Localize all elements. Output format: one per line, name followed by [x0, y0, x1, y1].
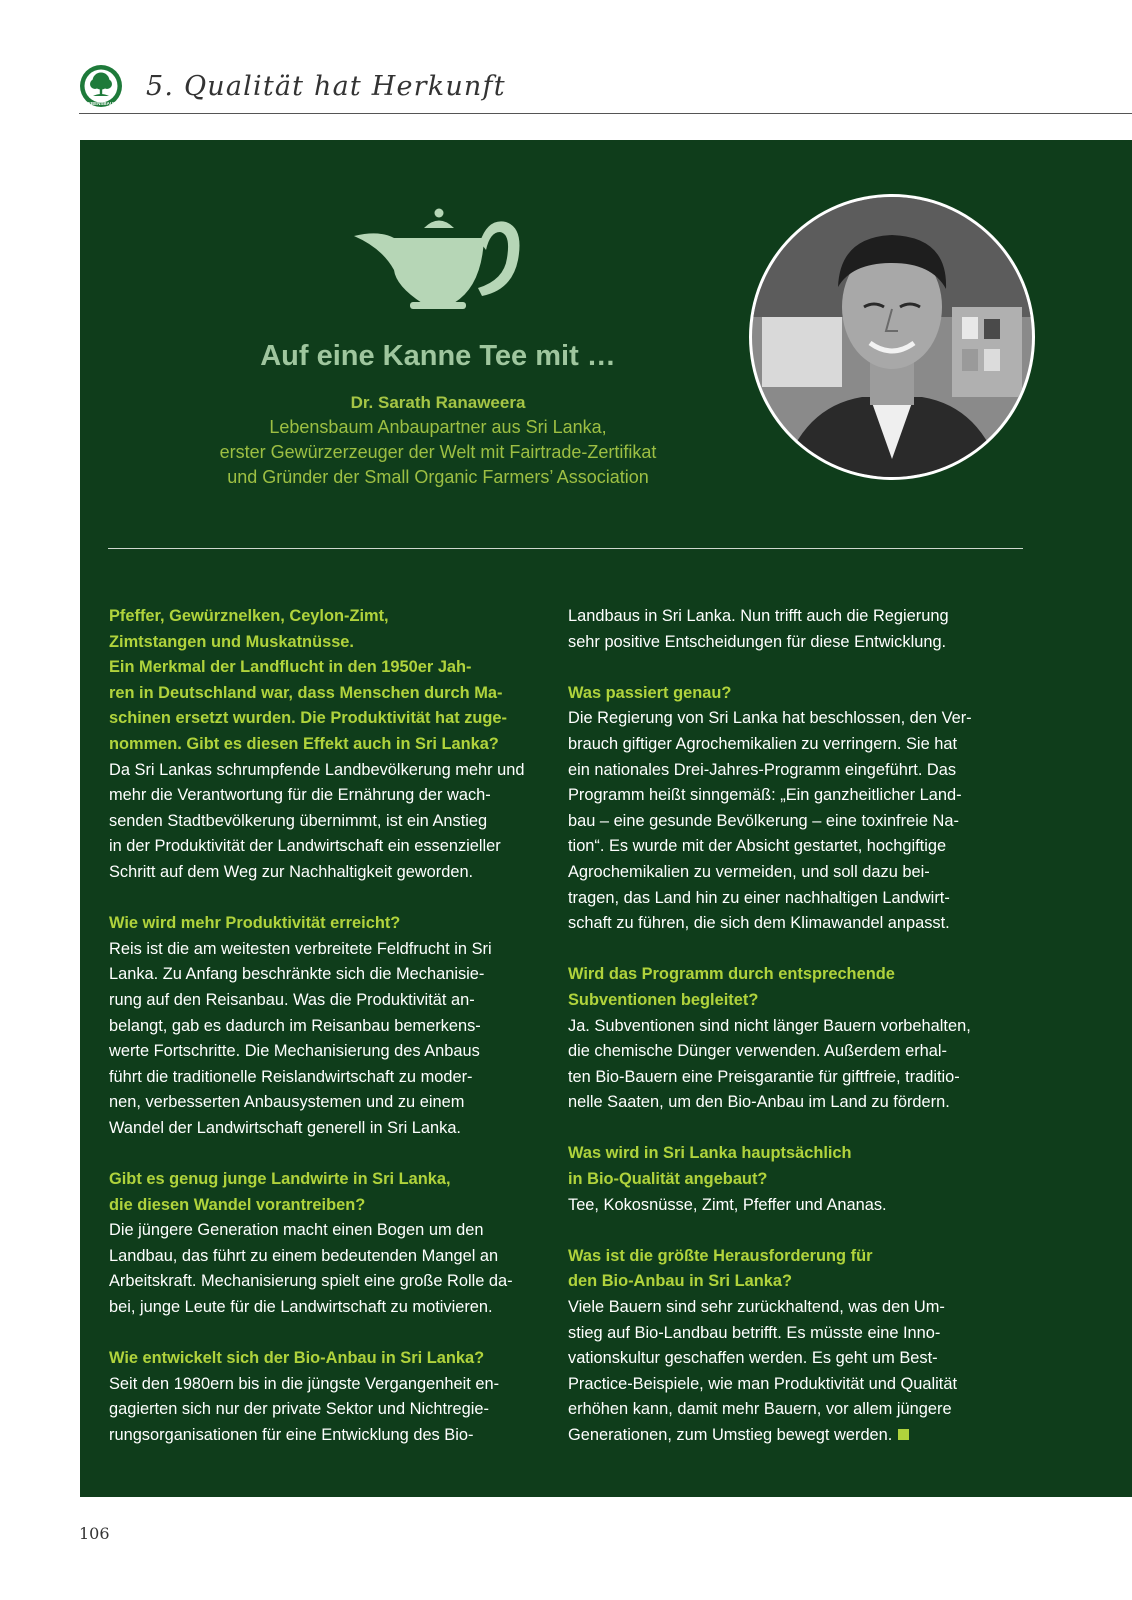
answer: Ja. Subventionen sind nicht länger Bauern vorbehalten, die chemische Dünger verwenden. Außerdem erhal- ten Bio-Bauern eine Preisgarantie für giftfreie, traditio- nelle Saaten, um den Bio-Anbau im Land zu fördern.	[568, 1016, 971, 1112]
question: Was passiert genau?	[568, 683, 732, 702]
intro-divider	[108, 548, 1023, 549]
end-square-icon	[898, 1429, 909, 1440]
page-header	[0, 0, 1132, 116]
portrait-photo	[749, 194, 1035, 480]
interview-panel	[80, 140, 1132, 1497]
interviewee-role-line: Lebensbaum Anbaupartner aus Sri Lanka,	[269, 417, 607, 437]
question: Wie entwickelt sich der Bio-Anbau in Sri Lanka?	[109, 1349, 485, 1368]
interviewee-info	[80, 390, 796, 490]
answer: Seit den 1980ern bis in die jüngste Vergangenheit en- gagierten sich nur der private Sektor und Nichtregie- rungsorganisationen für eine Entwicklung des Bio-	[109, 1374, 500, 1444]
answer: Die jüngere Generation macht einen Bogen um den Landbau, das führt zu einem bedeutenden Mangel an Arbeitskraft. Mechanisierung spielt eine große Rolle da- bei, junge Leute für die Landwirtschaft zu motivieren.	[109, 1221, 513, 1317]
question: Pfeffer, Gewürznelken, Ceylon-Zimt, Zimtstangen und Muskatnüsse. Ein Merkmal der Landflucht in den 1950er Jah- ren in Deutschland war, dass Menschen durch Ma- schinen ersetzt wurden. Die Produktivität hat zuge- nommen. Gibt es diesen Effekt auch in Sri Lanka?	[109, 607, 507, 753]
right-column	[568, 604, 984, 1449]
question: Wird das Programm durch entsprechende Subventionen begleitet?	[568, 965, 895, 1009]
interviewee-role-line: und Gründer der Small Organic Farmers’ Association	[227, 467, 649, 487]
logo-text: LEBENSBAUM	[85, 101, 117, 106]
answer: Reis ist die am weitesten verbreitete Feldfrucht in Sri Lanka. Zu Anfang beschränkte sich die Mechanisie- rung auf den Reisanbau. Was die Produktivität an- belangt, gab es dadurch im Reisanbau bemerkens- werte Fortschritte. Die Mechanisierung des Anbaus führt die traditionelle Reislandwirtschaft zu moder- nen, verbesserten Anbausystemen und zu einem Wandel der Landwirtschaft generell in Sri Lanka.	[109, 939, 492, 1137]
interviewee-name: Dr. Sarath Ranaweera	[350, 393, 526, 412]
answer: Die Regierung von Sri Lanka hat beschlossen, den Ver- brauch giftiger Agrochemikalien zu verringern. Sie hat ein nationales Drei-Jahres-Programm eingeführt. Das Programm heißt sinngemäß: „Ein ganzheitlicher Land- bau – eine gesunde Bevölkerung – eine toxinfreie Na- tion“. Es wurde mit der Absicht gestartet, hochgiftige Agrochemikalien zu vermeiden, und soll dazu bei- tragen, das Land hin zu einer nachhaltigen Landwirt- schaft zu führen, die sich dem Klimawandel anpasst.	[568, 709, 972, 933]
page-number: 106	[79, 1524, 110, 1543]
answer: Viele Bauern sind sehr zurückhaltend, was den Um- stieg auf Bio-Landbau betrifft. Es müsste eine Inno- vationskultur geschaffen werden. Es geht um Best- Practice-Beispiele, wie man Produktivität und Qualität erhöhen kann, damit mehr Bauern, vor allem jüngere Generationen, zum Umstieg bewegt werden.	[568, 1298, 958, 1444]
chapter-title: 5. Qualität hat Herkunft	[146, 71, 506, 102]
answer: Landbaus in Sri Lanka. Nun trifft auch die Regierung sehr positive Entscheidungen für diese Entwicklung.	[568, 607, 949, 651]
intro-title: Auf eine Kanne Tee mit …	[260, 340, 616, 372]
answer: Tee, Kokosnüsse, Zimt, Pfeffer und Ananas.	[568, 1195, 887, 1214]
left-column	[109, 604, 529, 1449]
intro-block	[80, 336, 796, 490]
question: Was ist die größte Herausforderung für den Bio-Anbau in Sri Lanka?	[568, 1246, 873, 1291]
question: Gibt es genug junge Landwirte in Sri Lanka, die diesen Wandel vorantreiben?	[109, 1170, 451, 1214]
teapot-icon	[354, 208, 524, 311]
interviewee-role-line: erster Gewürzerzeuger der Welt mit Fairtrade-Zertifikat	[219, 442, 657, 462]
lebensbaum-logo-icon	[79, 64, 123, 108]
answer: Da Sri Lankas schrumpfende Landbevölkerung mehr und mehr die Verantwortung für die Ernährung der wach- senden Stadtbevölkerung übernimmt, ist ein Anstieg in der Produktivität der Landwirtschaft ein essenzieller Schritt auf dem Weg zur Nachhaltigkeit geworden.	[109, 760, 525, 881]
portrait-image	[752, 197, 1032, 477]
header-divider	[79, 113, 1132, 114]
question: Was wird in Sri Lanka hauptsächlich in Bio-Qualität angebaut?	[568, 1144, 852, 1189]
question: Wie wird mehr Produktivität erreicht?	[109, 914, 401, 933]
